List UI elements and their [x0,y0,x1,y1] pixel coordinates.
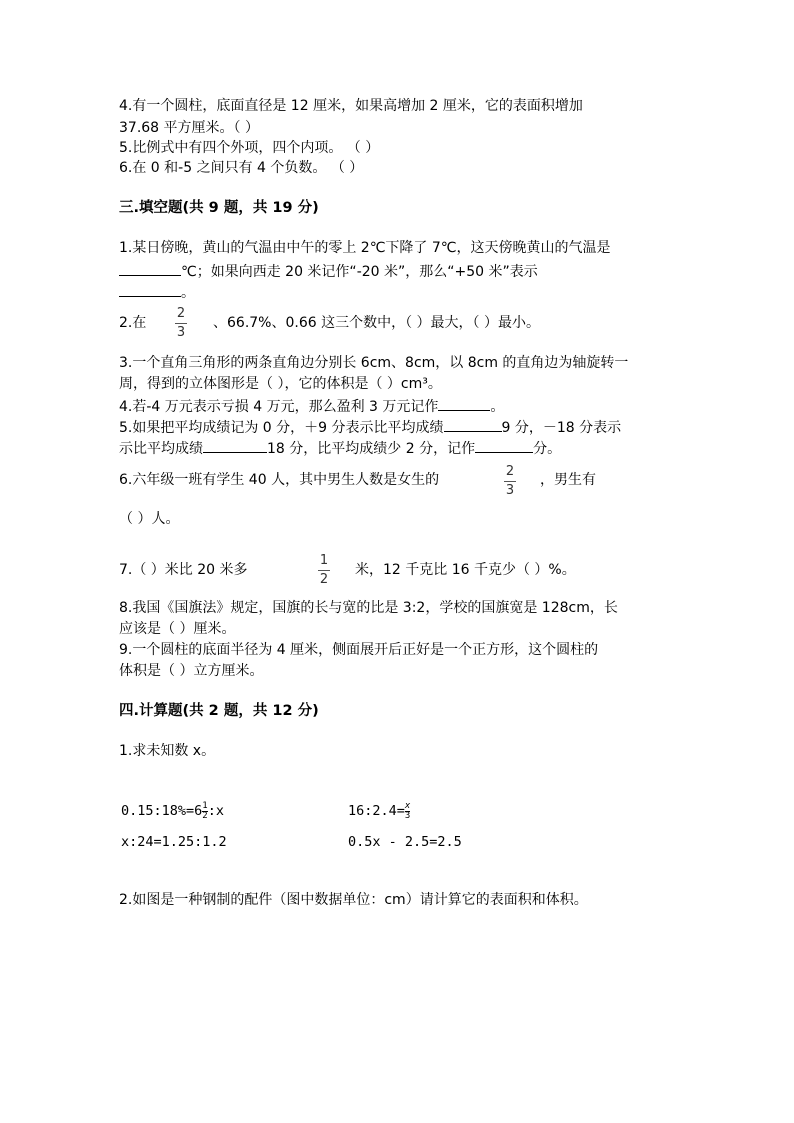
fill-q5-text-e: 分。 [533,441,562,457]
fraction-numerator: 2 [505,464,515,479]
fraction-numerator: 1 [319,553,329,568]
fill-q7-suffix: 米，12 千克比 16 千克少（ ）%。 [355,562,576,578]
fill-q6-prefix: 6.六年级一班有学生 40 人，其中男生人数是女生的 [119,472,440,488]
answer-blank[interactable] [475,437,533,453]
answer-blank[interactable] [203,437,267,453]
fraction-numerator: 2 [176,306,186,321]
equation-3: x:24=1.25:1.2 [121,834,227,850]
fraction-denominator: 3 [505,483,515,498]
equation-2-prefix: 16:2.4= [348,803,405,819]
answer-blank[interactable] [119,260,181,276]
judge-q6: 6.在 0 和-5 之间只有 4 个负数。 （ ） [119,160,364,176]
answer-blank[interactable] [438,395,490,411]
fraction-denominator: 2 [202,810,208,821]
fraction-one-half [318,553,330,588]
equation-2 [348,797,410,825]
fill-q2-suffix: 、66.7%、0.66 这三个数中，（ ）最大，（ ）最小。 [213,315,540,331]
calc-q2: 2.如图是一种钢制的配件（图中数据单位：cm）请计算它的表面积和体积。 [119,892,588,908]
fill-q1-end: 。 [181,285,195,301]
fill-q9-line2: 体积是（ ）立方厘米。 [119,663,264,679]
fraction-denominator: 3 [404,810,411,821]
fraction-numerator: 1 [202,800,208,811]
answer-blank[interactable] [119,281,181,297]
fill-q5-line2 [119,437,561,459]
equation-4: 0.5x - 2.5=2.5 [348,834,462,850]
equation-1 [121,797,224,825]
fill-q5-line1 [119,416,621,438]
fill-q4-end: 。 [490,399,505,415]
judge-q4-line2: 37.68 平方厘米。（ ） [119,120,259,136]
fill-q5-text-a: 5.如果把平均成绩记为 0 分，＋9 分表示比平均成绩 [119,420,444,436]
fill-q1-text: ℃；如果向西走 20 米记作“-20 米”，那么“+50 米”表示 [181,264,538,280]
fill-q1-line3 [119,281,195,303]
section4-title: 四.计算题(共 2 题，共 12 分) [119,703,319,719]
fill-q5-text-c: 示比平均成绩 [119,441,203,457]
fill-q8-line1: 8.我国《国旗法》规定，国旗的长与宽的比是 3:2，学校的国旗宽是 128cm，长 [119,600,618,616]
equation-1-suffix: :x [207,803,224,819]
fill-q3-line2: 周，得到的立体图形是（ ），它的体积是（ ）cm³。 [119,376,442,392]
small-fraction [405,802,410,821]
fraction-two-thirds [175,306,187,341]
fill-q3-line1: 3.一个直角三角形的两条直角边分别长 6cm、8cm，以 8cm 的直角边为轴旋转一 [119,355,629,371]
fill-q1-line2 [119,260,538,282]
fill-q5-text-d: 18 分，比平均成绩少 2 分，记作 [267,441,476,457]
fraction-numerator: x [404,800,411,811]
fill-q2-prefix: 2.在 [119,315,147,331]
fill-q6-line2: （ ）人。 [119,511,180,527]
fraction-denominator: 2 [319,572,329,587]
section3-title: 三.填空题(共 9 题，共 19 分) [119,200,319,216]
fraction-two-thirds [504,464,516,499]
fill-q7-prefix: 7.（ ）米比 20 米多 [119,562,248,578]
judge-q4-line1: 4.有一个圆柱，底面直径是 12 厘米，如果高增加 2 厘米，它的表面积增加 [119,98,583,114]
calc-q1-title: 1.求未知数 x。 [119,743,216,759]
fill-q9-line1: 9.一个圆柱的底面半径为 4 厘米，侧面展开后正好是一个正方形，这个圆柱的 [119,642,599,658]
fill-q6-suffix: ，男生有 [540,472,596,488]
fill-q4 [119,395,504,417]
equation-1-prefix: 0.15:18%=6 [121,803,203,819]
fill-q4-text: 4.若-4 万元表示亏损 4 万元，那么盈利 3 万元记作 [119,399,439,415]
answer-blank[interactable] [444,416,502,432]
fill-q1-line1: 1.某日傍晚，黄山的气温由中午的零上 2℃下降了 7℃，这天傍晚黄山的气温是 [119,240,611,256]
fill-q8-line2: 应该是（ ）厘米。 [119,621,236,637]
fraction-denominator: 3 [176,325,186,340]
judge-q5: 5.比例式中有四个外项，四个内项。 （ ） [119,140,380,156]
fill-q5-text-b: 9 分，－18 分表示 [501,420,622,436]
